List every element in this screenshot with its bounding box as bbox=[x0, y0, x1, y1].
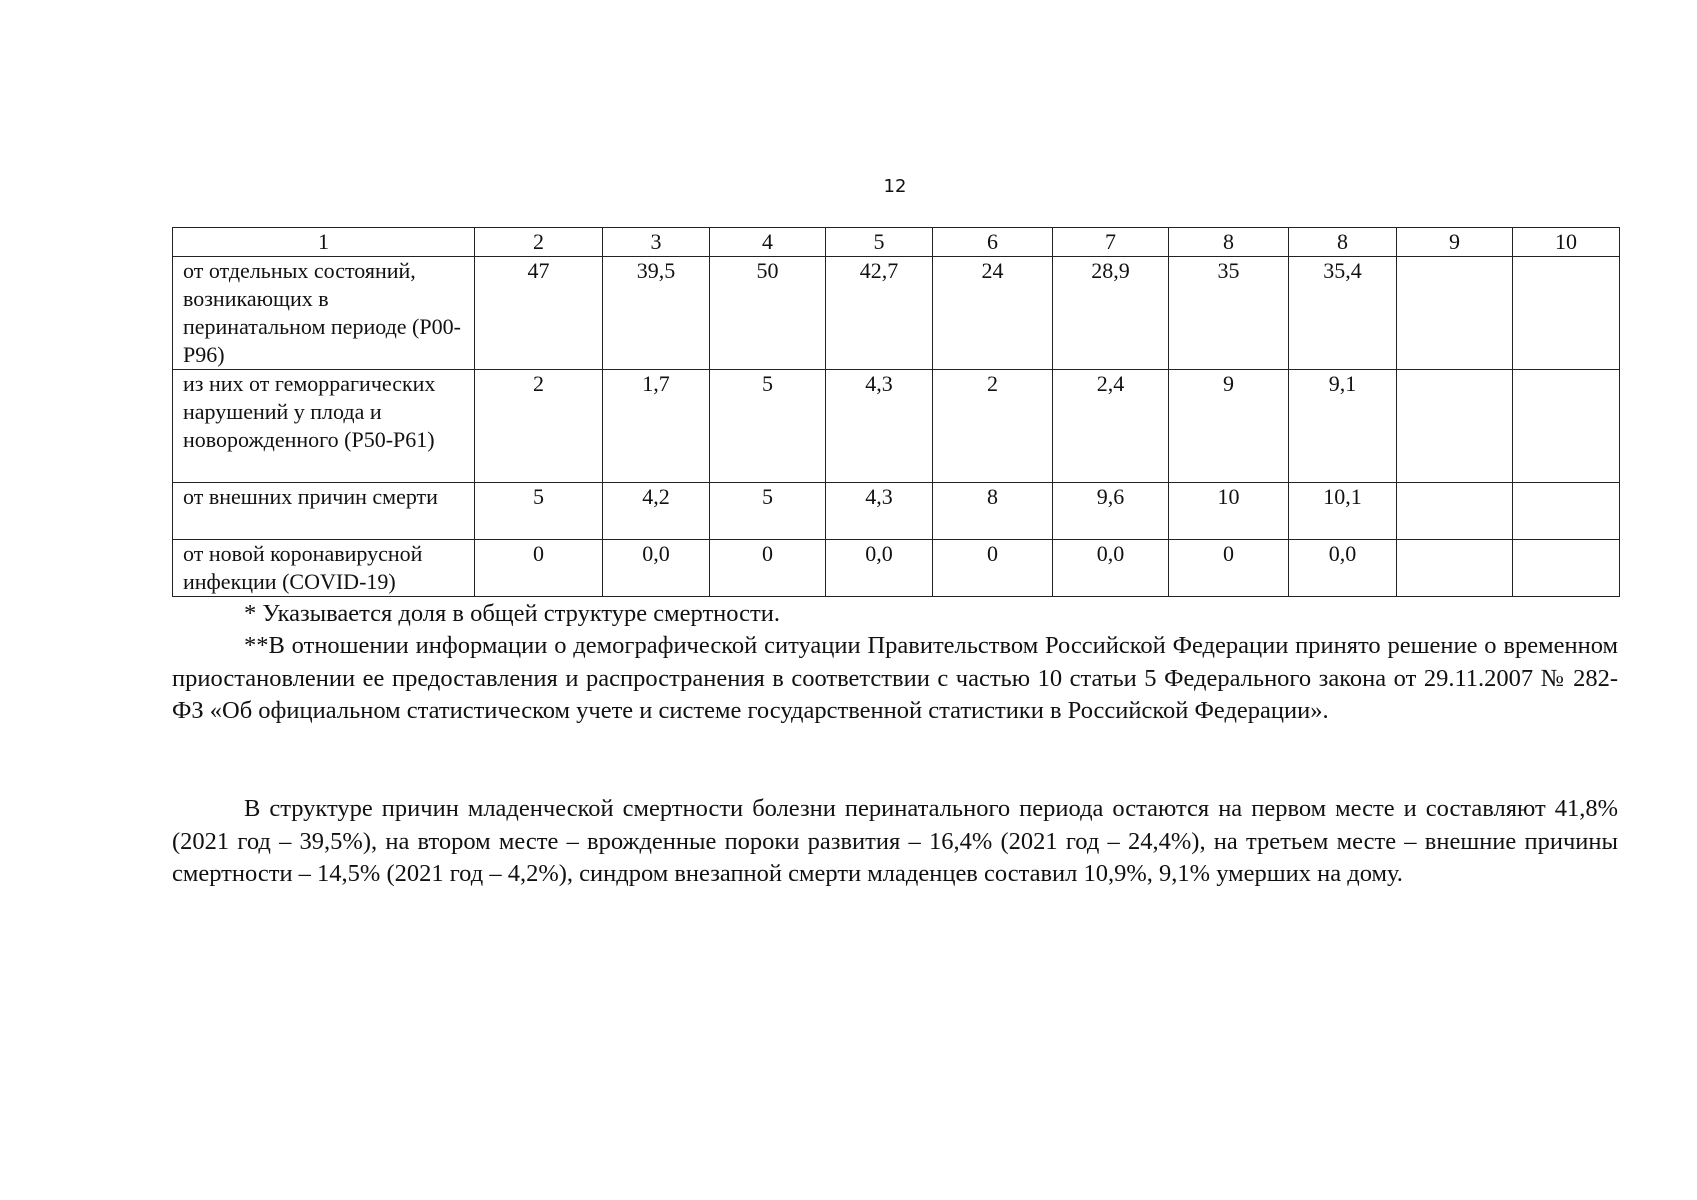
table-row bbox=[173, 540, 1620, 597]
body-paragraph: В структуре причин младенческой смертности болезни перинатального периода остаются на первом месте и составляют 41,8% (2021 год – 39,5%), на втором месте – врожденные пороки развития – 16,4% (2021 год – 24,4%), на третьем месте – внешние причины смертности – 14,5% (2021 год – 4,2%), синдром внезапной смерти младенцев составил 10,9%, 9,1% умерших на дому. bbox=[172, 795, 1618, 887]
footnote-share: * Указывается доля в общей структуре смертности. bbox=[244, 600, 780, 627]
table-cell: 9,1 bbox=[1289, 370, 1397, 483]
column-header: 2 bbox=[475, 228, 603, 257]
column-header: 7 bbox=[1053, 228, 1169, 257]
table-cell: 35 bbox=[1169, 257, 1289, 370]
table-cell: 5 bbox=[710, 370, 826, 483]
table-cell bbox=[1397, 370, 1513, 483]
table-cell: 0 bbox=[475, 540, 603, 597]
page-number: 12 bbox=[883, 176, 907, 197]
table-cell bbox=[1397, 257, 1513, 370]
table-cell: 0 bbox=[710, 540, 826, 597]
table-cell: 4,3 bbox=[826, 370, 933, 483]
table-row bbox=[173, 483, 1620, 540]
table-cell bbox=[1513, 540, 1620, 597]
column-header: 1 bbox=[173, 228, 475, 257]
table-cell: 10,1 bbox=[1289, 483, 1397, 540]
column-header: 6 bbox=[933, 228, 1053, 257]
mortality-table bbox=[172, 227, 1620, 597]
table-cell bbox=[1397, 540, 1513, 597]
table-cell bbox=[1513, 257, 1620, 370]
table-cell: 0 bbox=[933, 540, 1053, 597]
table-cell: 4,3 bbox=[826, 483, 933, 540]
column-header: 4 bbox=[710, 228, 826, 257]
table-cell: 5 bbox=[475, 483, 603, 540]
table-cell: 2,4 bbox=[1053, 370, 1169, 483]
table-cell: 1,7 bbox=[603, 370, 710, 483]
table-cell: 39,5 bbox=[603, 257, 710, 370]
table-cell: 2 bbox=[475, 370, 603, 483]
footnote-data-suspension: **В отношении информации о демографической ситуации Правительством Российской Федерации принято решение о временном приостановлении ее предоставления и распространения в соответствии с частью 10 статьи 5 Федерального закона от 29.11.2007 № 282-ФЗ «Об официальном статистическом учете и системе государственной статистики в Российской Федерации». bbox=[172, 632, 1618, 724]
column-header: 9 bbox=[1397, 228, 1513, 257]
table-cell: 0,0 bbox=[826, 540, 933, 597]
column-header: 10 bbox=[1513, 228, 1620, 257]
table-cell bbox=[1513, 483, 1620, 540]
table-cell: 42,7 bbox=[826, 257, 933, 370]
table-cell: 24 bbox=[933, 257, 1053, 370]
row-label: от внешних причин смерти bbox=[173, 483, 475, 540]
table-cell: 35,4 bbox=[1289, 257, 1397, 370]
table-cell: 50 bbox=[710, 257, 826, 370]
table-cell: 0,0 bbox=[603, 540, 710, 597]
table-header-row bbox=[173, 228, 1620, 257]
table-cell: 28,9 bbox=[1053, 257, 1169, 370]
table-cell: 4,2 bbox=[603, 483, 710, 540]
column-header: 5 bbox=[826, 228, 933, 257]
table-cell: 9 bbox=[1169, 370, 1289, 483]
table-cell: 47 bbox=[475, 257, 603, 370]
table-cell: 5 bbox=[710, 483, 826, 540]
row-label: из них от геморрагических нарушений у плода и новорожденного (P50-P61) bbox=[173, 370, 475, 483]
table-cell: 0,0 bbox=[1053, 540, 1169, 597]
table-cell bbox=[1513, 370, 1620, 483]
column-header: 8 bbox=[1289, 228, 1397, 257]
table-row bbox=[173, 257, 1620, 370]
table-cell: 0,0 bbox=[1289, 540, 1397, 597]
table-cell: 10 bbox=[1169, 483, 1289, 540]
column-header: 8 bbox=[1169, 228, 1289, 257]
table-row bbox=[173, 370, 1620, 483]
column-header: 3 bbox=[603, 228, 710, 257]
table-cell: 2 bbox=[933, 370, 1053, 483]
table-cell: 9,6 bbox=[1053, 483, 1169, 540]
table-cell: 0 bbox=[1169, 540, 1289, 597]
row-label: от отдельных состояний, возникающих в перинатальном периоде (P00-P96) bbox=[173, 257, 475, 370]
row-label: от новой коронавирусной инфекции (COVID-19) bbox=[173, 540, 475, 597]
table-cell: 8 bbox=[933, 483, 1053, 540]
table-cell bbox=[1397, 483, 1513, 540]
